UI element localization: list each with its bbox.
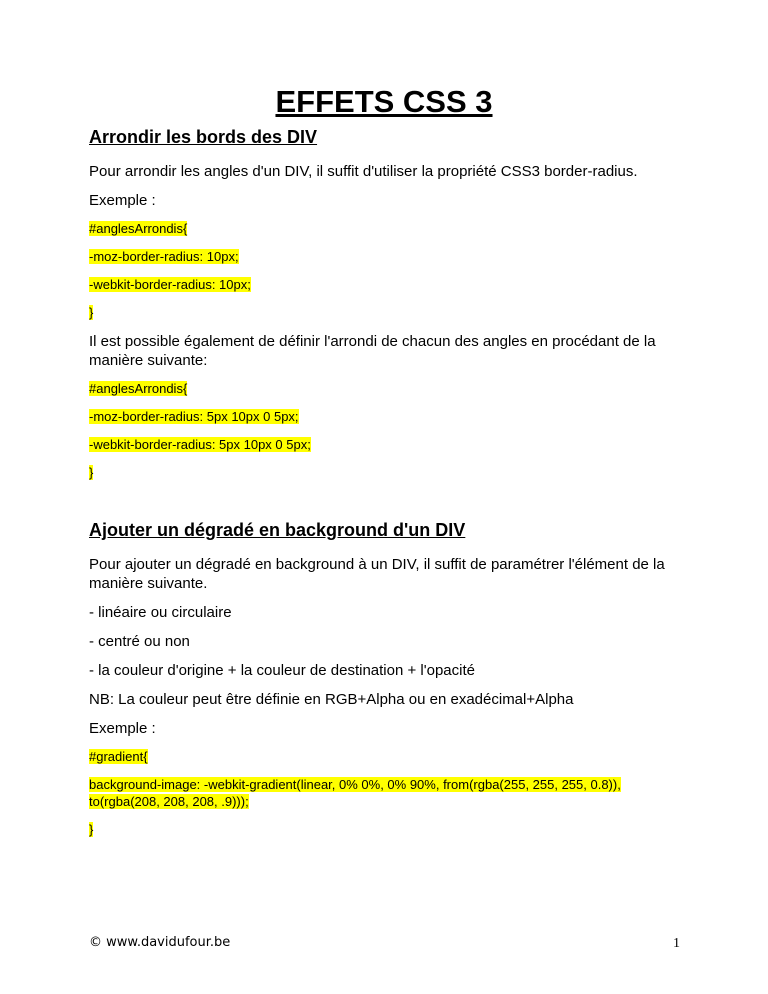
code-line: #gradient{: [89, 749, 148, 764]
section-rounded-corners: [89, 126, 679, 481]
intro-text: Pour arrondir les angles d'un DIV, il suffit d'utiliser la propriété CSS3 border-radius.: [89, 163, 638, 180]
page-number: 1: [673, 936, 680, 951]
code-line: -moz-border-radius: 5px 10px 0 5px;: [89, 409, 299, 424]
code-line: }: [89, 465, 94, 480]
section-heading-gradient: Ajouter un dégradé en background d'un DIV: [89, 520, 466, 540]
note-text: NB: La couleur peut être définie en RGB+Alpha ou en exadécimal+Alpha: [89, 691, 574, 708]
code-line: #anglesArrondis{: [89, 221, 188, 236]
list-item: - centré ou non: [89, 633, 190, 650]
list-item: - linéaire ou circulaire: [89, 604, 232, 621]
list-item: - la couleur d'origine + la couleur de destination + l'opacité: [89, 662, 475, 679]
code-line: background-image: -webkit-gradient(linear, 0% 0%, 0% 90%, from(rgba(255, 255, 255, 0.8)), to(rgba(208, 208, 208, .9)));: [89, 777, 621, 809]
document-body: [89, 126, 679, 849]
code-line: -webkit-border-radius: 10px;: [89, 277, 251, 292]
section-gradient: [89, 519, 679, 838]
section-heading-rounded: Arrondir les bords des DIV: [89, 127, 318, 147]
example-label: Exemple :: [89, 720, 156, 737]
code-line: -webkit-border-radius: 5px 10px 0 5px;: [89, 437, 311, 452]
paragraph-text: Il est possible également de définir l'arrondi de chacun des angles en procédant de la manière suivante:: [89, 333, 656, 369]
footer-copyright: © www.davidufour.be: [89, 935, 231, 950]
code-line: }: [89, 822, 94, 837]
document-title: EFFETS CSS 3: [275, 84, 493, 119]
example-label: Exemple :: [89, 192, 156, 209]
code-line: #anglesArrondis{: [89, 381, 188, 396]
code-line: -moz-border-radius: 10px;: [89, 249, 239, 264]
code-line: }: [89, 305, 94, 320]
intro-text: Pour ajouter un dégradé en background à un DIV, il suffit de paramétrer l'élément de la manière suivante.: [89, 556, 665, 592]
